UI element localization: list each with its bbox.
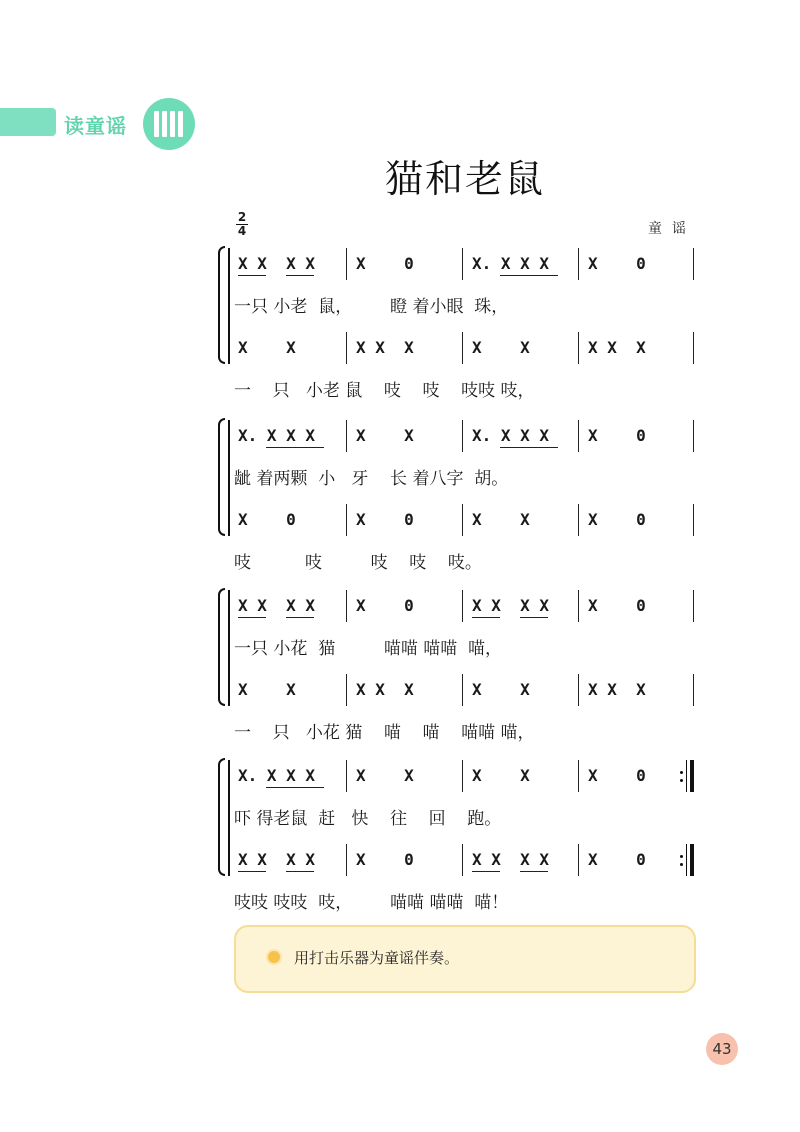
- bar-line: [693, 674, 694, 706]
- rhythm-measure: X X X: [588, 680, 646, 699]
- bar-line: [578, 332, 579, 364]
- rhythm-measure: X 0: [588, 426, 646, 445]
- bullet-icon: [268, 951, 280, 963]
- bar-line: [462, 844, 463, 876]
- time-signature-bottom: 4: [237, 224, 247, 238]
- lyric-line: 一 只 小老 鼠 吱 吱 吱吱 吱，: [234, 381, 535, 401]
- lyric-line: 一只 小花 猫 喵喵 喵喵 喵，: [234, 639, 503, 659]
- beam-line: [472, 617, 500, 618]
- system-brace: [218, 418, 225, 536]
- rhythm-measure: X 0: [588, 766, 646, 785]
- bar-line: [578, 844, 579, 876]
- lyric-line: 吱吱 吱吱 吱， 喵喵 喵喵 喵！: [234, 893, 509, 913]
- bar-line: [462, 760, 463, 792]
- rhythm-measure: X. X X X: [472, 254, 550, 273]
- rhythm-measure: X 0: [356, 850, 414, 869]
- bar-line: [346, 248, 347, 280]
- rhythm-measure: X X X X: [238, 850, 316, 869]
- bar-line: [693, 504, 694, 536]
- piano-keys-icon: [143, 98, 195, 150]
- rhythm-measure: X X X X: [238, 254, 316, 273]
- section-tag-label: 读童谣: [64, 114, 127, 138]
- rhythm-measure: X 0: [588, 850, 646, 869]
- bar-line: [693, 590, 694, 622]
- rhythm-measure: X X: [238, 680, 296, 699]
- rhythm-measure: X X X: [356, 338, 414, 357]
- lyric-line: 吱 吱 吱 吱 吱。: [234, 553, 482, 573]
- activity-note-text: 用打击乐器为童谣伴奏。: [294, 949, 460, 967]
- beam-line: [520, 871, 548, 872]
- bar-line: [693, 420, 694, 452]
- beam-line: [500, 447, 558, 448]
- bar-line: [578, 248, 579, 280]
- beam-line: [266, 447, 324, 448]
- bar-line: [693, 248, 694, 280]
- bar-line: [578, 674, 579, 706]
- beam-line: [286, 617, 314, 618]
- rhythm-measure: X X X X: [472, 850, 550, 869]
- activity-note-box: [234, 925, 696, 993]
- lyric-line: 龇 着两颗 小 牙 长 着八字 胡。: [234, 469, 509, 489]
- system-line: [228, 248, 230, 364]
- rhythm-measure: X. X X X: [238, 766, 316, 785]
- bar-line: [462, 674, 463, 706]
- rhythm-measure: X 0: [238, 510, 296, 529]
- song-title: 猫和老鼠: [384, 157, 545, 201]
- beam-line: [238, 617, 266, 618]
- bar-line: [578, 504, 579, 536]
- beam-line: [520, 617, 548, 618]
- bar-line: [346, 844, 347, 876]
- rhythm-measure: X 0: [588, 254, 646, 273]
- bar-line: [578, 420, 579, 452]
- system-line: [228, 760, 230, 876]
- rhythm-measure: X X: [472, 510, 530, 529]
- system-brace: [218, 758, 225, 876]
- rhythm-measure: X. X X X: [472, 426, 550, 445]
- bar-line: [462, 420, 463, 452]
- beam-line: [500, 275, 558, 276]
- beam-line: [238, 275, 266, 276]
- rhythm-measure: X X: [472, 338, 530, 357]
- rhythm-measure: X X X X: [472, 596, 550, 615]
- bar-line: [346, 760, 347, 792]
- lyric-line: 吓 得老鼠 赶 快 往 回 跑。: [234, 809, 502, 829]
- rhythm-measure: X 0: [356, 510, 414, 529]
- rhythm-measure: X X: [356, 766, 414, 785]
- attribution: 童谣: [648, 221, 696, 237]
- rhythm-measure: X 0: [356, 254, 414, 273]
- rhythm-measure: X 0: [588, 596, 646, 615]
- rhythm-measure: X. X X X: [238, 426, 316, 445]
- bar-line: [346, 590, 347, 622]
- rhythm-measure: X X: [238, 338, 296, 357]
- rhythm-measure: X 0: [356, 596, 414, 615]
- system-brace: [218, 588, 225, 706]
- bar-line: [346, 504, 347, 536]
- bar-line: [462, 504, 463, 536]
- bar-line: [578, 760, 579, 792]
- page-number: 43: [706, 1033, 738, 1065]
- beam-line: [266, 787, 324, 788]
- section-tag-bar: [0, 108, 56, 136]
- time-signature: [236, 212, 248, 237]
- bar-line: [462, 248, 463, 280]
- bar-line: [462, 590, 463, 622]
- rhythm-measure: X X X: [588, 338, 646, 357]
- rhythm-measure: X X: [472, 766, 530, 785]
- bar-line: [462, 332, 463, 364]
- rhythm-measure: X 0: [588, 510, 646, 529]
- rhythm-measure: X X X: [356, 680, 414, 699]
- system-brace: [218, 246, 225, 364]
- rhythm-measure: X X: [356, 426, 414, 445]
- beam-line: [286, 275, 314, 276]
- bar-line: [578, 590, 579, 622]
- bar-line: [346, 674, 347, 706]
- bar-line: [346, 332, 347, 364]
- lyric-line: 一只 小老 鼠， 瞪 着小眼 珠，: [234, 297, 509, 317]
- system-line: [228, 420, 230, 536]
- lyric-line: 一 只 小花 猫 喵 喵 喵喵 喵，: [234, 723, 535, 743]
- rhythm-measure: X X: [472, 680, 530, 699]
- system-line: [228, 590, 230, 706]
- bar-line: [346, 420, 347, 452]
- beam-line: [238, 871, 266, 872]
- time-signature-top: 2: [237, 210, 247, 224]
- beam-line: [472, 871, 500, 872]
- beam-line: [286, 871, 314, 872]
- bar-line: [693, 332, 694, 364]
- rhythm-measure: X X X X: [238, 596, 316, 615]
